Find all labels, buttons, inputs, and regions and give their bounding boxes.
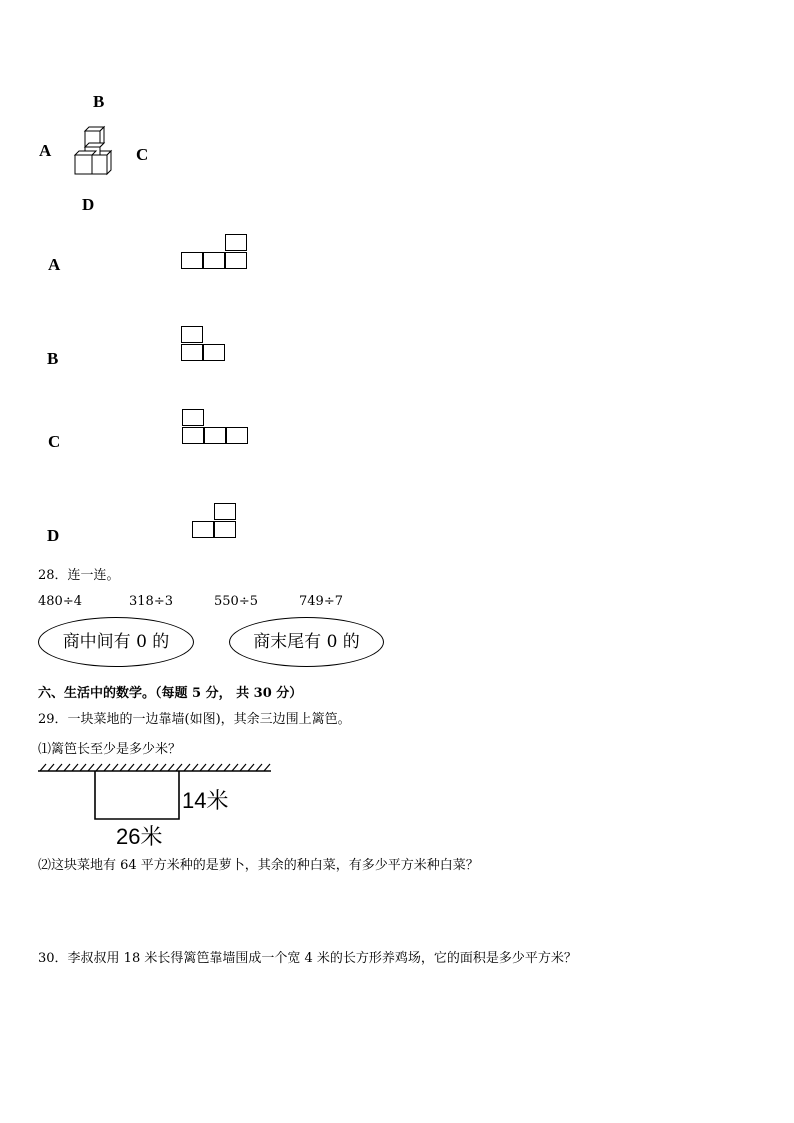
option-label-d: D [47, 526, 60, 545]
q29-bottom-label: 26米 [116, 824, 163, 849]
section-6-heading: 六、生活中的数学。（每题 5 分， 共 30 分） [38, 686, 303, 701]
q29-sub1: ⑴篱笆长至少是多少米？ [38, 742, 182, 757]
option-label-c: C [48, 432, 61, 451]
q28-expression-3: 550÷5 [214, 594, 258, 609]
option-label-a: A [48, 255, 61, 274]
q28-target-middle-zero[interactable]: 商中间有 0 的 [38, 617, 194, 667]
q28-expression-4: 749÷7 [299, 594, 343, 609]
direction-label-top: B [93, 92, 105, 111]
direction-label-left: A [39, 141, 52, 160]
q28-target-end-zero[interactable]: 商末尾有 0 的 [229, 617, 384, 667]
q29-garden-diagram [36, 760, 276, 822]
q30-stem: 30．李叔叔用 18 米长得篱笆靠墙围成一个宽 4 米的长方形养鸡场，它的面积是多少平方米？ [38, 951, 577, 966]
q29-stem: 29．一块菜地的一边靠墙(如图)，其余三边围上篱笆。 [38, 712, 351, 727]
option-label-b: B [47, 349, 59, 368]
direction-label-right: C [136, 145, 149, 164]
cube-stack-figure [70, 126, 122, 180]
q28-title: 28．连一连。 [38, 568, 120, 583]
q28-expression-1: 480÷4 [38, 594, 82, 609]
q29-sub2: ⑵这块菜地有 64 平方米种的是萝卜，其余的种白菜，有多少平方米种白菜？ [38, 858, 479, 873]
q28-expression-2: 318÷3 [129, 594, 173, 609]
q29-side-label: 14米 [182, 788, 229, 813]
direction-label-bottom: D [82, 195, 95, 214]
